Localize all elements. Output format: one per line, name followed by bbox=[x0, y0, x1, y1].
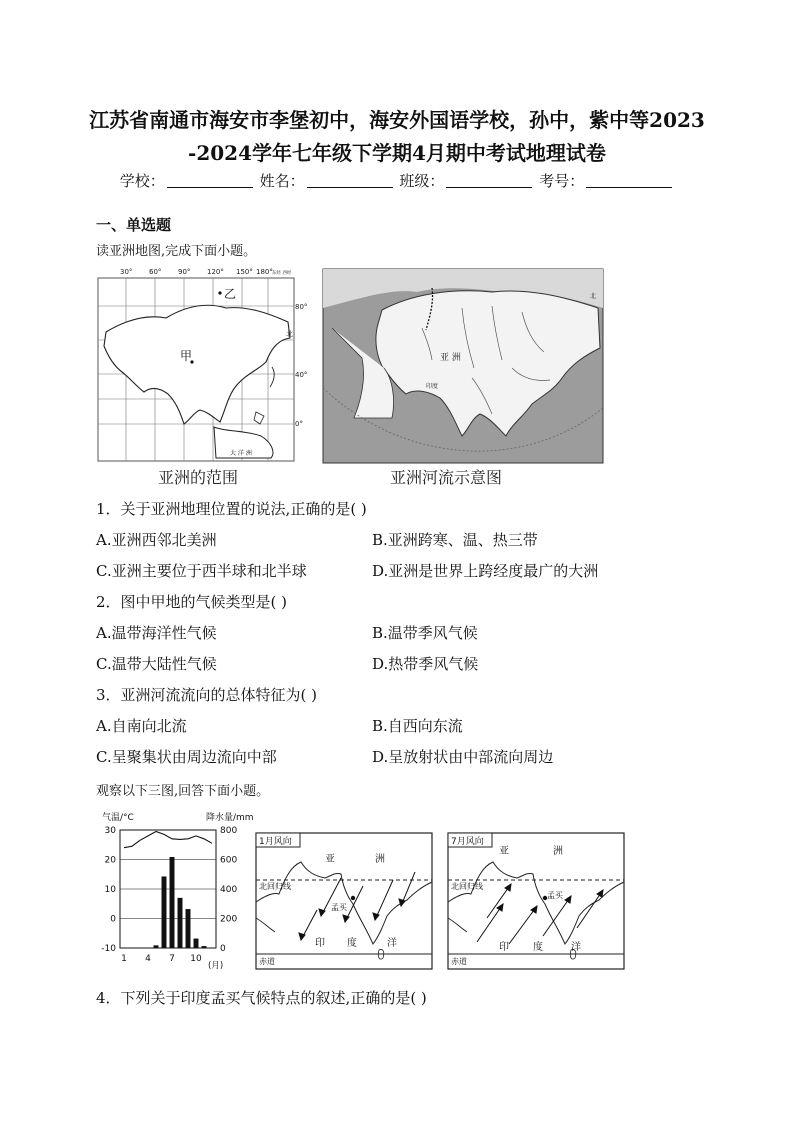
q3-option-c[interactable]: C.呈聚集状由周边流向中部 bbox=[96, 748, 277, 766]
jul-ocean-yin: 印 bbox=[499, 942, 509, 953]
lon-tick: 30° bbox=[120, 268, 133, 276]
lat-tick: 80° bbox=[295, 303, 308, 311]
label-oceania: 大 洋 洲 bbox=[230, 450, 252, 457]
precip-bar bbox=[186, 909, 191, 948]
q1-option-a[interactable]: A.亚洲西邻北美洲 bbox=[96, 531, 217, 549]
name-field[interactable] bbox=[307, 173, 393, 188]
lon-tick: 90° bbox=[178, 268, 191, 276]
page-title-line2: -2024学年七年级下学期4月期中考试地理试卷 bbox=[188, 141, 606, 165]
q1-option-d[interactable]: D.亚洲是世界上跨经度最广的大洲 bbox=[372, 562, 599, 580]
q1-option-c[interactable]: C.亚洲主要位于西半球和北半球 bbox=[96, 562, 307, 580]
lat-tick: 40° bbox=[295, 371, 308, 379]
x-tick: 1 bbox=[121, 954, 127, 964]
section-title: 一、单选题 bbox=[96, 216, 172, 234]
precip-bar bbox=[154, 945, 159, 948]
number-field[interactable] bbox=[586, 173, 672, 188]
jan-title: 1月风向 bbox=[259, 837, 292, 847]
q2-option-c[interactable]: C.温带大陆性气候 bbox=[96, 655, 217, 673]
lon-note: 东经 西经 bbox=[272, 271, 292, 276]
jul-tropic: 北回归线 bbox=[451, 882, 483, 891]
q3-option-a[interactable]: A.自南向北流 bbox=[96, 717, 187, 735]
number-label: 考号： bbox=[539, 172, 585, 190]
y-left-tick: -10 bbox=[101, 944, 116, 954]
wind-map-january bbox=[255, 832, 433, 970]
jan-ocean-yin: 印 bbox=[315, 938, 325, 949]
precip-bar bbox=[170, 857, 175, 948]
question-3-stem: 3．亚洲河流流向的总体特征为( ) bbox=[96, 686, 318, 704]
question-1-stem: 1．关于亚洲地理位置的说法,正确的是( ) bbox=[96, 500, 367, 518]
y-right-tick: 600 bbox=[220, 855, 238, 866]
lon-tick: 150° bbox=[236, 268, 253, 276]
jan-ocean-yang: 洋 bbox=[387, 938, 397, 949]
y-left-tick: 30 bbox=[104, 826, 116, 836]
jan-city: 孟买 bbox=[331, 903, 347, 912]
x-tick: 4 bbox=[145, 954, 151, 964]
temp-axis-label: 气温/°C bbox=[102, 813, 134, 823]
x-tick: 10 bbox=[190, 954, 202, 964]
label-north: 北 bbox=[286, 330, 293, 338]
jul-ocean-du: 度 bbox=[533, 942, 543, 953]
label-yi: 乙 bbox=[224, 287, 237, 301]
lon-tick: 180° bbox=[256, 268, 273, 276]
question-4-stem: 4．下列关于印度孟买气候特点的叙述,正确的是( ) bbox=[96, 989, 427, 1007]
precip-bar bbox=[202, 946, 207, 948]
y-right-tick: 800 bbox=[220, 826, 238, 836]
asia-rivers-map bbox=[322, 268, 604, 464]
map2-caption: 亚洲河流示意图 bbox=[390, 468, 503, 487]
label-jia: 甲 bbox=[180, 349, 193, 363]
student-info bbox=[0, 170, 794, 191]
jul-title: 7月风向 bbox=[451, 837, 484, 847]
jan-tropic: 北回归线 bbox=[259, 882, 291, 891]
jul-city: 孟买 bbox=[547, 891, 563, 900]
map1-caption: 亚洲的范围 bbox=[158, 468, 239, 487]
precip-bar bbox=[162, 876, 167, 948]
q1-option-b[interactable]: B.亚洲跨寒、温、热三带 bbox=[372, 531, 538, 549]
y-right-tick: 0 bbox=[220, 944, 226, 954]
q2-option-a[interactable]: A.温带海洋性气候 bbox=[96, 624, 217, 642]
q3-option-d[interactable]: D.呈放射状由中部流向周边 bbox=[372, 748, 554, 766]
jan-equator: 赤道 bbox=[259, 957, 275, 966]
x-tick: 7 bbox=[169, 954, 175, 964]
class-field[interactable] bbox=[446, 173, 532, 188]
jul-equator: 赤道 bbox=[451, 957, 467, 966]
name-label: 姓名： bbox=[259, 172, 305, 190]
precip-bar bbox=[194, 939, 199, 948]
y-left-tick: 10 bbox=[104, 885, 116, 895]
lon-tick: 60° bbox=[149, 268, 162, 276]
group1-intro: 读亚洲地图,完成下面小题。 bbox=[96, 244, 257, 259]
question-2-stem: 2．图中甲地的气候类型是( ) bbox=[96, 593, 288, 611]
precip-axis-label: 降水量/mm bbox=[206, 813, 254, 823]
lat-tick: 0° bbox=[295, 420, 303, 428]
school-field[interactable] bbox=[167, 173, 253, 188]
wind-map-july bbox=[447, 832, 625, 970]
page-title-line1: 江苏省南通市海安市李堡初中，海安外国语学校，孙中，紫中等2023 bbox=[89, 108, 705, 132]
jul-label-zhou: 洲 bbox=[553, 846, 563, 857]
mumbai-climate-chart bbox=[96, 808, 254, 972]
class-label: 班级： bbox=[399, 172, 445, 190]
jul-label-ya: 亚 bbox=[499, 846, 509, 857]
lon-tick: 120° bbox=[207, 268, 224, 276]
asia-range-map bbox=[96, 262, 308, 468]
q2-option-b[interactable]: B.温带季风气候 bbox=[372, 624, 478, 642]
group2-intro: 观察以下三图,回答下面小题。 bbox=[96, 784, 270, 799]
q3-option-b[interactable]: B.自西向东流 bbox=[372, 717, 463, 735]
y-left-tick: 0 bbox=[110, 914, 116, 925]
y-right-tick: 200 bbox=[220, 914, 238, 925]
month-unit: (月) bbox=[208, 961, 224, 971]
y-right-tick: 400 bbox=[220, 885, 238, 895]
label-north: 北 bbox=[590, 293, 597, 300]
q2-option-d[interactable]: D.热带季风气候 bbox=[372, 655, 479, 673]
jan-ocean-du: 度 bbox=[347, 938, 357, 949]
label-asia: 亚 洲 bbox=[440, 353, 461, 363]
precip-bar bbox=[178, 898, 183, 948]
jan-label-ya: 亚 bbox=[325, 854, 335, 865]
jul-ocean-yang: 洋 bbox=[571, 942, 581, 953]
school-label: 学校： bbox=[119, 172, 165, 190]
jan-label-zhou: 洲 bbox=[375, 854, 385, 865]
y-left-tick: 20 bbox=[104, 855, 116, 866]
label-india: 印度 bbox=[426, 383, 439, 390]
